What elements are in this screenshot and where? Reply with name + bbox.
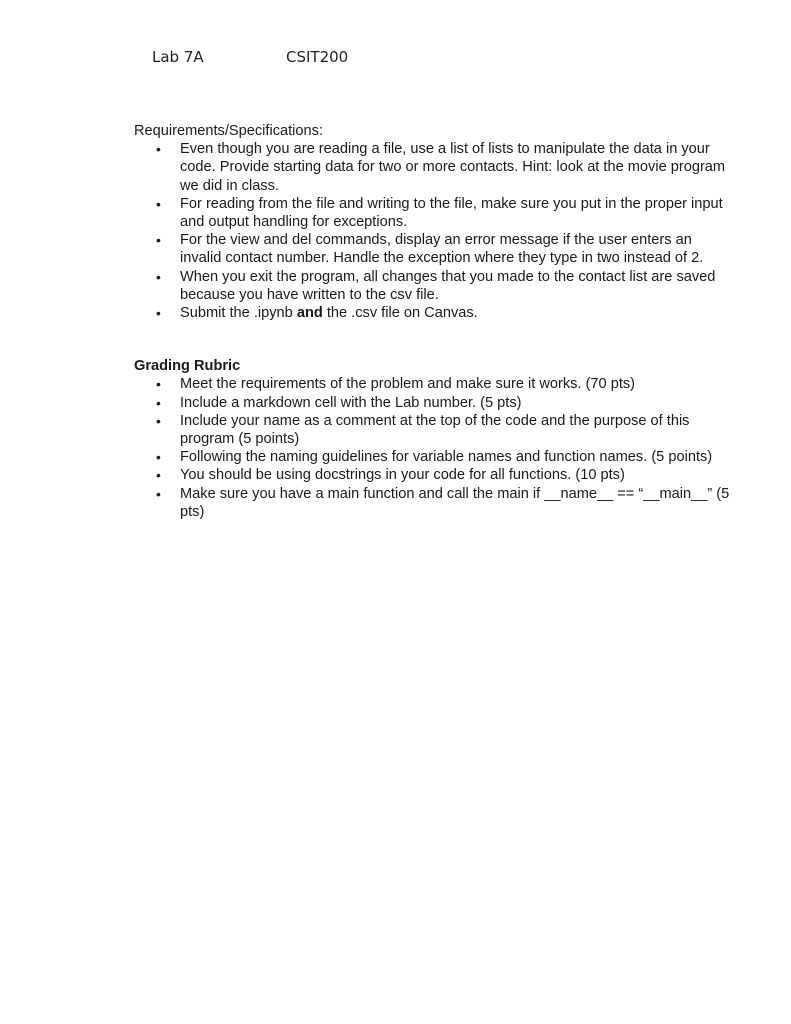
lab-number: Lab 7A [152, 48, 204, 66]
submit-text-bold: and [296, 305, 323, 322]
requirement-item: • For the view and del commands, display an error message if the user enters an invalid contact number. Handle the exception where they type in two instead of 2. [134, 231, 734, 267]
document-body [134, 122, 734, 521]
rubric-item: • Meet the requirements of the problem and make sure it works. (70 pts) [134, 375, 734, 393]
submit-text-before: Submit the .ipynb [180, 305, 297, 322]
requirement-item [134, 304, 734, 322]
rubric-item: • Make sure you have a main function and call the main if __name__ == “__main__” (5 pts) [134, 485, 734, 521]
rubric-item: • Following the naming guidelines for variable names and function names. (5 points) [134, 448, 734, 466]
submit-text-after: the .csv file on Canvas. [322, 305, 478, 322]
course-code: CSIT200 [286, 48, 349, 66]
rubric-item: • Include your name as a comment at the top of the code and the purpose of this program (5 points) [134, 412, 734, 448]
rubric-item: • You should be using docstrings in your code for all functions. (10 pts) [134, 466, 734, 484]
rubric-list [134, 375, 734, 521]
requirement-item: • When you exit the program, all changes that you made to the contact list are saved because you have written to the csv file. [134, 268, 734, 304]
requirement-item: • For reading from the file and writing to the file, make sure you put in the proper input and output handling for exceptions. [134, 195, 734, 231]
rubric-heading: Grading Rubric [134, 358, 241, 375]
rubric-item: • Include a markdown cell with the Lab number. (5 pts) [134, 394, 734, 412]
requirement-item: • Even though you are reading a file, use a list of lists to manipulate the data in your code. Provide starting data for two or more contacts. Hint: look at the movie program we did in class. [134, 140, 734, 195]
requirements-list [134, 140, 734, 322]
requirements-heading: Requirements/Specifications: [134, 123, 323, 139]
